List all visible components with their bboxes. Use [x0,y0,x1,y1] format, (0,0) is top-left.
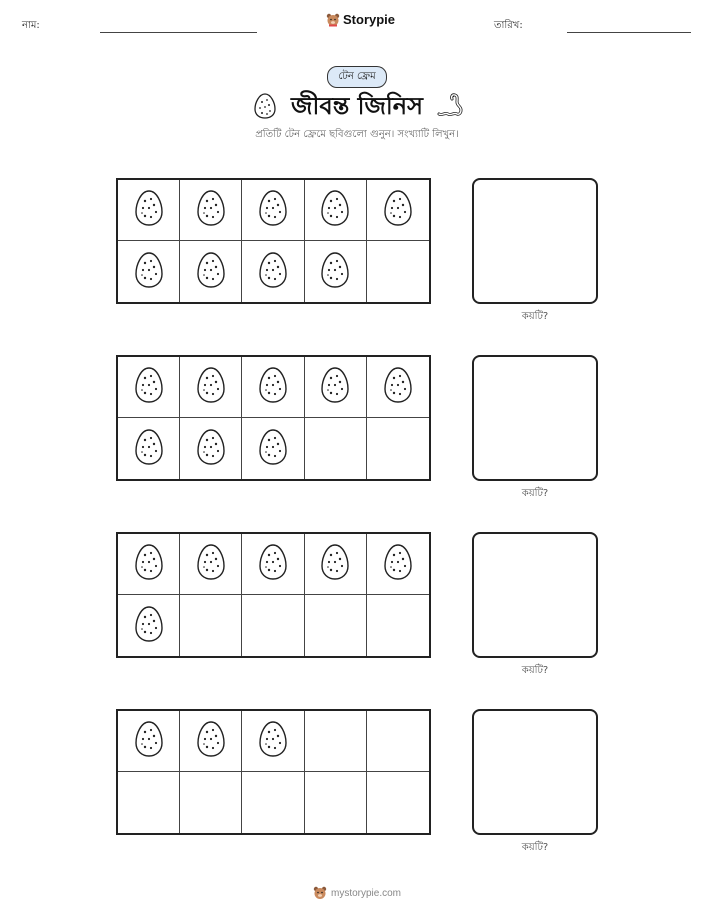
answer-box[interactable] [472,178,598,304]
ten-frame-cell [118,241,180,302]
name-label: নাম: [22,20,40,31]
ten-frame-cell [118,418,180,479]
egg-icon [258,366,288,408]
ten-frame-cell [118,180,180,241]
egg-icon [134,605,164,647]
egg-icon [258,189,288,231]
ten-frame-cell [180,534,242,595]
egg-icon [383,366,413,408]
egg-icon [320,189,350,231]
egg-icon [258,720,288,762]
ten-frame-cell [305,711,367,772]
egg-icon [258,251,288,293]
egg-icon [320,543,350,585]
ten-frame-cell [118,711,180,772]
how-many-label: কয়টি? [521,842,549,853]
bear-icon [313,886,327,900]
egg-icon [196,543,226,585]
answer-box[interactable] [472,355,598,481]
how-many-label: কয়টি? [521,311,549,322]
ten-frame-cell [242,595,304,656]
ten-frame-cell [242,534,304,595]
ten-frame-cell [242,241,304,302]
ten-frame-cell [367,772,429,833]
ten-frame-cell [367,357,429,418]
ten-frame-cell [118,595,180,656]
ten-frame [116,355,431,481]
egg-icon [258,428,288,470]
ten-frame-cell [305,772,367,833]
date-line[interactable] [567,32,691,33]
worm-icon [436,92,464,118]
brand-name: Storypie [343,12,396,27]
ten-frame-cell [118,534,180,595]
ten-frame-cell [367,241,429,302]
egg-icon [196,189,226,231]
ten-frame-cell [367,180,429,241]
answer-box[interactable] [472,709,598,835]
ten-frame-cell [305,418,367,479]
egg-icon [134,543,164,585]
ten-frame-cell [180,772,242,833]
ten-frame-cell [367,595,429,656]
egg-icon [196,428,226,470]
egg-icon [196,251,226,293]
ten-frame-cell [242,418,304,479]
instructions: প্রতিটি টেন ফ্রেমে ছবিগুলো গুনুন। সংখ্যাটি লিখুন। [255,129,459,140]
egg-icon [383,543,413,585]
brand-logo [326,12,395,27]
ten-frame [116,178,431,304]
page-title: জীবন্ত জিনিস [291,92,423,120]
egg-icon [134,189,164,231]
egg-icon [320,366,350,408]
ten-frame-cell [242,711,304,772]
date-label: তারিখ: [494,20,523,31]
ten-frame-cell [305,534,367,595]
ten-frame-cell [180,241,242,302]
answer-box[interactable] [472,532,598,658]
ten-frame-cell [367,711,429,772]
ten-frame-cell [367,418,429,479]
ten-frame-cell [305,241,367,302]
ten-frame-cell [180,711,242,772]
footer [0,886,714,900]
ten-frame-cell [118,357,180,418]
egg-icon [196,720,226,762]
egg-icon [134,251,164,293]
ten-frame-cell [305,595,367,656]
ten-frame-cell [305,357,367,418]
footer-site: mystorypie.com [330,887,401,899]
ten-frame-cell [242,772,304,833]
ten-frame-cell [180,418,242,479]
egg-icon [134,428,164,470]
ten-frame-cell [180,180,242,241]
name-line[interactable] [100,32,257,33]
ten-frame [116,709,431,835]
bear-icon [326,13,340,27]
egg-icon [383,189,413,231]
egg-icon [320,251,350,293]
egg-icon [134,720,164,762]
how-many-label: কয়টি? [521,488,549,499]
egg-icon [258,543,288,585]
ten-frame-cell [242,180,304,241]
ten-frame [116,532,431,658]
ten-frame-cell [118,772,180,833]
ten-frame-cell [180,357,242,418]
ten-frame-cell [305,180,367,241]
egg-icon [196,366,226,408]
how-many-label: কয়টি? [521,665,549,676]
ten-frame-cell [242,357,304,418]
ten-frame-cell [367,534,429,595]
ten-frame-cell [180,595,242,656]
egg-icon [134,366,164,408]
ten-frame-badge: টেন ফ্রেম [327,66,387,88]
